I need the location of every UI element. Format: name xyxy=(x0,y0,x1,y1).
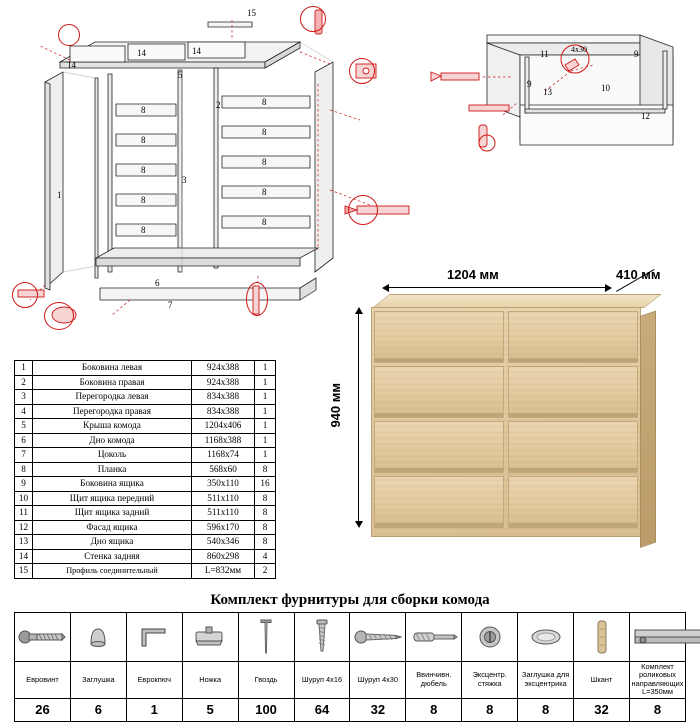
kit-count-slide-rail: 8 xyxy=(629,698,685,721)
part-name: Перегородка левая xyxy=(33,390,192,405)
kit-count-allen-key: 1 xyxy=(126,698,182,721)
width-dimension-label: 1204 мм xyxy=(447,267,499,282)
table-row xyxy=(15,448,276,463)
part-size: 350х110 xyxy=(192,477,255,492)
part-name: Боковина левая xyxy=(33,361,192,376)
table-row xyxy=(15,491,276,506)
part-size: 834х388 xyxy=(192,404,255,419)
callout-circle xyxy=(349,58,375,84)
kit-names-row xyxy=(15,662,686,699)
cam-lock-icon xyxy=(476,623,504,651)
part-index: 7 xyxy=(15,448,33,463)
label-12: 12 xyxy=(641,111,650,121)
part-name: Цоколь xyxy=(33,448,192,463)
kit-count-wood-dowel: 32 xyxy=(574,698,630,721)
label-13: 13 xyxy=(543,87,552,97)
label-15: 15 xyxy=(247,8,256,18)
part-qty: 8 xyxy=(255,520,276,535)
part-index: 3 xyxy=(15,390,33,405)
kit-title: Комплект фурнитуры для сборки комода xyxy=(210,592,490,608)
table-row xyxy=(15,535,276,550)
label-9-left: 9 xyxy=(527,79,532,89)
part-name: Перегородка правая xyxy=(33,404,192,419)
width-arrow-left xyxy=(382,284,389,292)
label-8: 8 xyxy=(262,157,267,167)
label-4x30: 4х30 xyxy=(571,45,587,54)
part-qty: 1 xyxy=(255,390,276,405)
screw-4x30-icon xyxy=(354,627,402,647)
foot-icon xyxy=(190,624,230,650)
table-row xyxy=(15,564,276,579)
cap-icon xyxy=(85,624,111,650)
part-index: 12 xyxy=(15,520,33,535)
part-qty: 1 xyxy=(255,404,276,419)
label-8: 8 xyxy=(262,97,267,107)
kit-name-allen-key: Еврокпюч xyxy=(126,662,182,699)
table-row xyxy=(15,506,276,521)
part-index: 9 xyxy=(15,477,33,492)
label-9-right: 9 xyxy=(634,49,639,59)
kit-count-nail: 100 xyxy=(238,698,294,721)
part-index: 6 xyxy=(15,433,33,448)
label-14-a: 14 xyxy=(67,60,76,70)
kit-count-cap: 6 xyxy=(70,698,126,721)
part-name: Стенка задняя xyxy=(33,549,192,564)
part-qty: 8 xyxy=(255,491,276,506)
part-qty: 4 xyxy=(255,549,276,564)
kit-table xyxy=(14,612,686,722)
part-size: 1204х406 xyxy=(192,419,255,434)
kit-counts-row xyxy=(15,698,686,721)
kit-count-euroscrew: 26 xyxy=(15,698,71,721)
part-qty: 1 xyxy=(255,375,276,390)
kit-count-dowel-screw: 8 xyxy=(406,698,462,721)
part-qty: 8 xyxy=(255,506,276,521)
part-qty: 8 xyxy=(255,535,276,550)
part-name: Профиль соединительный xyxy=(33,564,192,579)
slide-rail-icon xyxy=(631,624,700,650)
table-row xyxy=(15,361,276,376)
parts-table xyxy=(14,360,276,579)
label-8: 8 xyxy=(141,105,146,115)
drawer-front xyxy=(508,421,638,473)
part-index: 15 xyxy=(15,564,33,579)
part-name: Боковина правая xyxy=(33,375,192,390)
label-5: 5 xyxy=(178,70,183,80)
kit-cell-cam-lock xyxy=(462,613,518,662)
part-index: 11 xyxy=(15,506,33,521)
part-name: Дно комода xyxy=(33,433,192,448)
callout-circle xyxy=(12,282,38,308)
table-row xyxy=(15,549,276,564)
label-11: 11 xyxy=(540,49,549,59)
allen-key-icon xyxy=(137,624,171,650)
part-name: Планка xyxy=(33,462,192,477)
drawer-front xyxy=(374,476,504,528)
label-6: 6 xyxy=(155,278,160,288)
kit-count-cam-lock: 8 xyxy=(462,698,518,721)
kit-name-wood-dowel: Шкант xyxy=(574,662,630,699)
kit-count-screw-4x16: 64 xyxy=(294,698,350,721)
height-dimension-label: 940 мм xyxy=(328,383,343,428)
part-size: 568х60 xyxy=(192,462,255,477)
width-dimension-line xyxy=(386,287,610,288)
part-index: 2 xyxy=(15,375,33,390)
table-row xyxy=(15,404,276,419)
table-row xyxy=(15,462,276,477)
kit-name-screw-4x30: Шуруп 4х30 xyxy=(350,662,406,699)
label-8: 8 xyxy=(141,225,146,235)
part-size: 924х388 xyxy=(192,375,255,390)
part-qty: 2 xyxy=(255,564,276,579)
height-dimension-line xyxy=(358,313,359,525)
kit-icons-row xyxy=(15,613,686,662)
nail-icon xyxy=(259,617,273,657)
kit-count-screw-4x30: 32 xyxy=(350,698,406,721)
drawer-assembly-svg xyxy=(425,5,700,155)
part-name: Крыша комода xyxy=(33,419,192,434)
kit-name-euroscrew: Евровинт xyxy=(15,662,71,699)
kit-name-cam-lock: Эксцентр. стяжка xyxy=(462,662,518,699)
callout-circle xyxy=(300,6,326,32)
label-3: 3 xyxy=(182,175,187,185)
depth-dimension-label: 410 мм xyxy=(616,267,661,282)
kit-cell-euroscrew xyxy=(15,613,71,662)
part-qty: 1 xyxy=(255,448,276,463)
table-row xyxy=(15,390,276,405)
part-name: Фасад ящика xyxy=(33,520,192,535)
part-size: 596х170 xyxy=(192,520,255,535)
kit-cell-slide-rail xyxy=(629,613,685,662)
part-index: 13 xyxy=(15,535,33,550)
kit-name-dowel-screw: Ввинчивн. дюбель xyxy=(406,662,462,699)
part-size: 924х388 xyxy=(192,361,255,376)
part-name: Щит ящика передний xyxy=(33,491,192,506)
kit-cell-dowel-screw xyxy=(406,613,462,662)
label-8: 8 xyxy=(141,195,146,205)
kit-count-cam-cap: 8 xyxy=(518,698,574,721)
parts-list-table xyxy=(14,360,276,579)
part-index: 10 xyxy=(15,491,33,506)
table-row xyxy=(15,520,276,535)
part-index: 5 xyxy=(15,419,33,434)
table-row xyxy=(15,433,276,448)
kit-cell-cap xyxy=(70,613,126,662)
cam-cap-icon xyxy=(529,627,563,647)
kit-name-slide-rail: Комплект роликовых направляющих L=350мм xyxy=(629,662,685,699)
callout-circle xyxy=(58,24,80,46)
part-index: 8 xyxy=(15,462,33,477)
kit-cell-wood-dowel xyxy=(574,613,630,662)
kit-cell-allen-key xyxy=(126,613,182,662)
screw-4x16-icon xyxy=(314,617,330,657)
height-arrow-down xyxy=(355,521,363,528)
part-size: 1168х74 xyxy=(192,448,255,463)
drawer-front xyxy=(508,476,638,528)
part-qty: 1 xyxy=(255,361,276,376)
part-size: 1168х388 xyxy=(192,433,255,448)
width-arrow-right xyxy=(605,284,612,292)
cabinet-top-surface xyxy=(372,294,662,308)
kit-cell-cam-cap xyxy=(518,613,574,662)
label-10: 10 xyxy=(601,83,610,93)
kit-name-cap: Заглушка xyxy=(70,662,126,699)
drawer-assembly-diagram xyxy=(425,5,700,155)
kit-cell-nail xyxy=(238,613,294,662)
label-1: 1 xyxy=(57,190,62,200)
part-qty: 8 xyxy=(255,462,276,477)
kit-cell-foot xyxy=(182,613,238,662)
label-14-c: 14 xyxy=(192,46,201,56)
cabinet-side-surface xyxy=(640,310,656,548)
parts-table-body xyxy=(15,361,276,579)
part-qty: 1 xyxy=(255,419,276,434)
height-arrow-up xyxy=(355,307,363,314)
kit-cell-screw-4x16 xyxy=(294,613,350,662)
part-qty: 1 xyxy=(255,433,276,448)
drawer-front xyxy=(374,366,504,418)
label-8: 8 xyxy=(141,135,146,145)
label-14-b: 14 xyxy=(137,48,146,58)
dowel-screw-icon xyxy=(410,627,458,647)
part-index: 14 xyxy=(15,549,33,564)
hardware-kit-section xyxy=(14,592,686,722)
label-2: 2 xyxy=(216,100,221,110)
part-size: L=832мм xyxy=(192,564,255,579)
part-size: 511х110 xyxy=(192,506,255,521)
part-name: Щит ящика задний xyxy=(33,506,192,521)
table-row xyxy=(15,477,276,492)
wood-dowel-icon xyxy=(595,617,609,657)
drawer-front xyxy=(374,421,504,473)
part-index: 4 xyxy=(15,404,33,419)
callout-circle xyxy=(44,302,74,330)
kit-name-foot: Ножка xyxy=(182,662,238,699)
part-size: 860х298 xyxy=(192,549,255,564)
label-8: 8 xyxy=(141,165,146,175)
label-8: 8 xyxy=(262,187,267,197)
label-8: 8 xyxy=(262,127,267,137)
drawer-front xyxy=(508,311,638,363)
kit-cell-screw-4x30 xyxy=(350,613,406,662)
kit-count-foot: 5 xyxy=(182,698,238,721)
drawer-front xyxy=(508,366,638,418)
label-7: 7 xyxy=(168,300,173,310)
part-index: 1 xyxy=(15,361,33,376)
part-size: 511х110 xyxy=(192,491,255,506)
callout-circle xyxy=(246,282,268,316)
callout-circle xyxy=(348,195,378,225)
part-qty: 16 xyxy=(255,477,276,492)
part-name: Дно ящика xyxy=(33,535,192,550)
drawer-front xyxy=(374,311,504,363)
table-row xyxy=(15,375,276,390)
part-size: 540х346 xyxy=(192,535,255,550)
part-size: 834х388 xyxy=(192,390,255,405)
chest-of-drawers-image xyxy=(371,307,641,537)
product-photo-block xyxy=(320,265,700,570)
label-8: 8 xyxy=(262,217,267,227)
table-row xyxy=(15,419,276,434)
part-name: Боковина ящика xyxy=(33,477,192,492)
kit-name-nail: Гвоздь xyxy=(238,662,294,699)
kit-name-screw-4x16: Шуруп 4х16 xyxy=(294,662,350,699)
euroscrew-icon xyxy=(18,626,66,648)
kit-name-cam-cap: Заглушка для эксцентрика xyxy=(518,662,574,699)
